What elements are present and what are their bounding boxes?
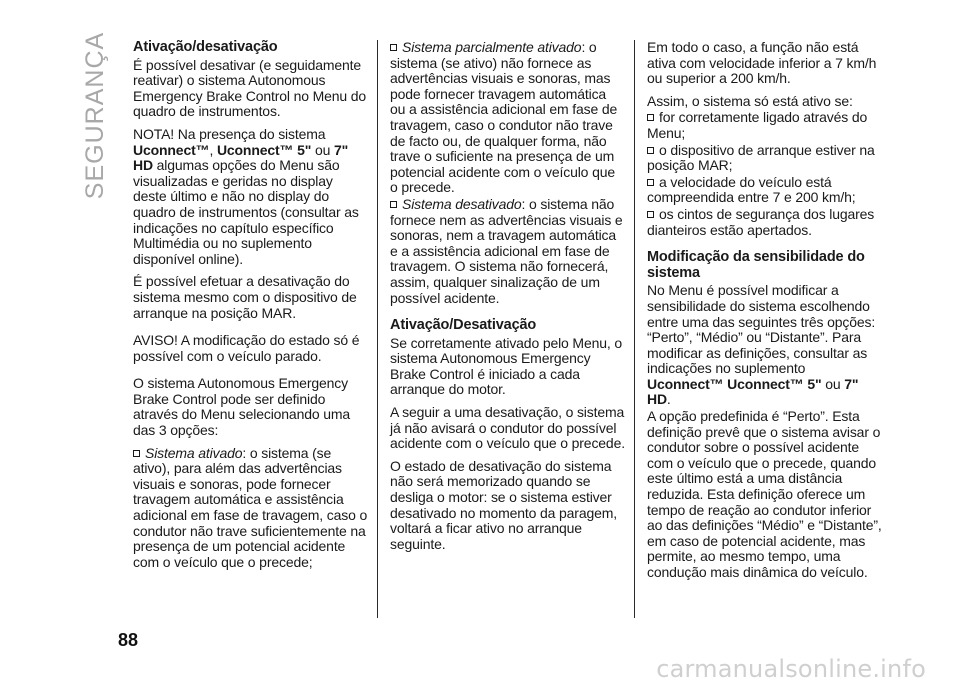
hd-label: 7" HD <box>647 375 859 408</box>
paragraph: A opção predefinida é “Perto”. Esta definição prevê que o sistema avisar o condutor sobre o possível acidente com o veículo que o precede, quando este último está a uma distância reduzida. Esta definição oferece um tempo de reação ao condutor inferior ao das definições “Médio” e “Distante”, em caso de potencial acidente, mas permite, ao mesmo tempo, uma condução mais dinâmica do veículo. <box>647 408 882 580</box>
heading-sensitivity: Modificação da sensibilidade do sistema <box>647 249 865 281</box>
paragraph: Se corretamente ativado pelo Menu, o sistema Autonomous Emergency Brake Control é iniciado a cada arranque do motor. <box>390 334 622 398</box>
paragraph: Em todo o caso, a função não está ativa com velocidade inferior a 7 km/h ou superior a 200 km/h. <box>647 39 877 87</box>
list-item: Sistema ativado: o sistema (se ativo), para além das advertências visuais e sonoras, pode fornecer travagem automática e assistência adicional em fase de travagem, caso o condutor não trave suficientemente na presença de um potencial acidente com o veículo que o precede; <box>133 444 368 570</box>
square-bullet-icon <box>647 147 654 154</box>
uconnect-label: Uconnect™ <box>133 141 210 158</box>
column-divider-1 <box>377 40 378 618</box>
list-item: for corretamente ligado através do Menu; <box>647 109 868 141</box>
paragraph: É possível desativar (e seguidamente reativar) o sistema Autonomous Emergency Brake Control no Menu do quadro de instrumentos. <box>133 56 367 120</box>
square-bullet-icon <box>133 450 140 457</box>
list-item: Sistema desativado: o sistema não fornece nem as advertências visuais e sonoras, nem a travagem automática e a assistência adicional em fase de travagem. O sistema não fornecerá, assim, qualquer sinalização de um possível acidente. <box>390 195 623 306</box>
paragraph: É possível efetuar a desativação do sistema mesmo com o dispositivo de arranque na posição MAR. <box>133 273 357 321</box>
note-paragraph: NOTA! Na presença do sistema Uconnect™, Uconnect™ 5" ou 7" HD algumas opções do Menu são visualizadas e geridas no display deste último e não no display do quadro de instrumentos (consultar as indicações no capítulo específico Multimédia ou no suplemento disponível online). <box>133 125 359 267</box>
hd-label: 7" HD <box>133 141 349 174</box>
square-bullet-icon <box>390 44 397 51</box>
section-tab <box>76 31 116 199</box>
list-item: a velocidade do veículo está compreendida entre 7 e 200 km/h; <box>647 173 856 206</box>
watermark-text: carmanualsonline.info <box>656 655 926 683</box>
column-2 <box>390 40 625 559</box>
list-item: os cintos de segurança dos lugares dianteiros estão apertados. <box>647 205 875 238</box>
heading-activation-deactivation: Ativação/desativação <box>133 39 278 55</box>
column-divider-2 <box>634 40 635 618</box>
square-bullet-icon <box>647 179 654 186</box>
heading-activation: Ativação/Desativação <box>390 317 537 334</box>
paragraph: A seguir a uma desativação, o sistema já não avisará o condutor do possível acidente com o veículo que o precede. <box>390 404 625 452</box>
column-1 <box>133 40 368 577</box>
square-bullet-icon <box>390 201 397 208</box>
paragraph: Assim, o sistema só está ativo se: <box>647 92 853 109</box>
paragraph: O sistema Autonomous Emergency Brake Control pode ser definido através do Menu selecionando uma das 3 opções: <box>133 375 351 439</box>
uconnect-label: Uconnect™ Uconnect™ 5" <box>647 375 822 392</box>
section-tab-label: SEGURANÇA <box>81 31 110 199</box>
warning-paragraph: AVISO! A modificação do estado só é possível com o veículo parado. <box>133 332 360 364</box>
list-item: Sistema parcialmente ativado: o sistema (se ativo) não fornece as advertências visuais e sonoras, mas pode fornecer travagem automática ou a assistência adicional em fase de travagem, caso o condutor não trave de facto ou, de qualquer forma, não trave o suficiente na presença de um potencial acidente com o veículo que o precede. <box>390 39 618 196</box>
square-bullet-icon <box>647 114 654 121</box>
column-3 <box>647 40 882 588</box>
page-number: 88 <box>118 630 139 650</box>
uconnect-5-label: Uconnect™ 5" <box>216 141 312 158</box>
list-item: o dispositivo de arranque estiver na posição MAR; <box>647 141 875 174</box>
square-bullet-icon <box>647 211 654 218</box>
paragraph: O estado de desativação do sistema não será memorizado quando se desliga o motor: se o sistema estiver desativado no momento da paragem, voltará a ficar ativo no arranque seguinte. <box>390 457 617 552</box>
paragraph: No Menu é possível modificar a sensibilidade do sistema escolhendo entre uma das seguintes três opções: “Perto”, “Médio” ou “Distante”. Para modificar as definições, consultar as indicações no suplemento Uconnect™ Uconnect™ 5" ou 7" HD. <box>647 282 876 408</box>
